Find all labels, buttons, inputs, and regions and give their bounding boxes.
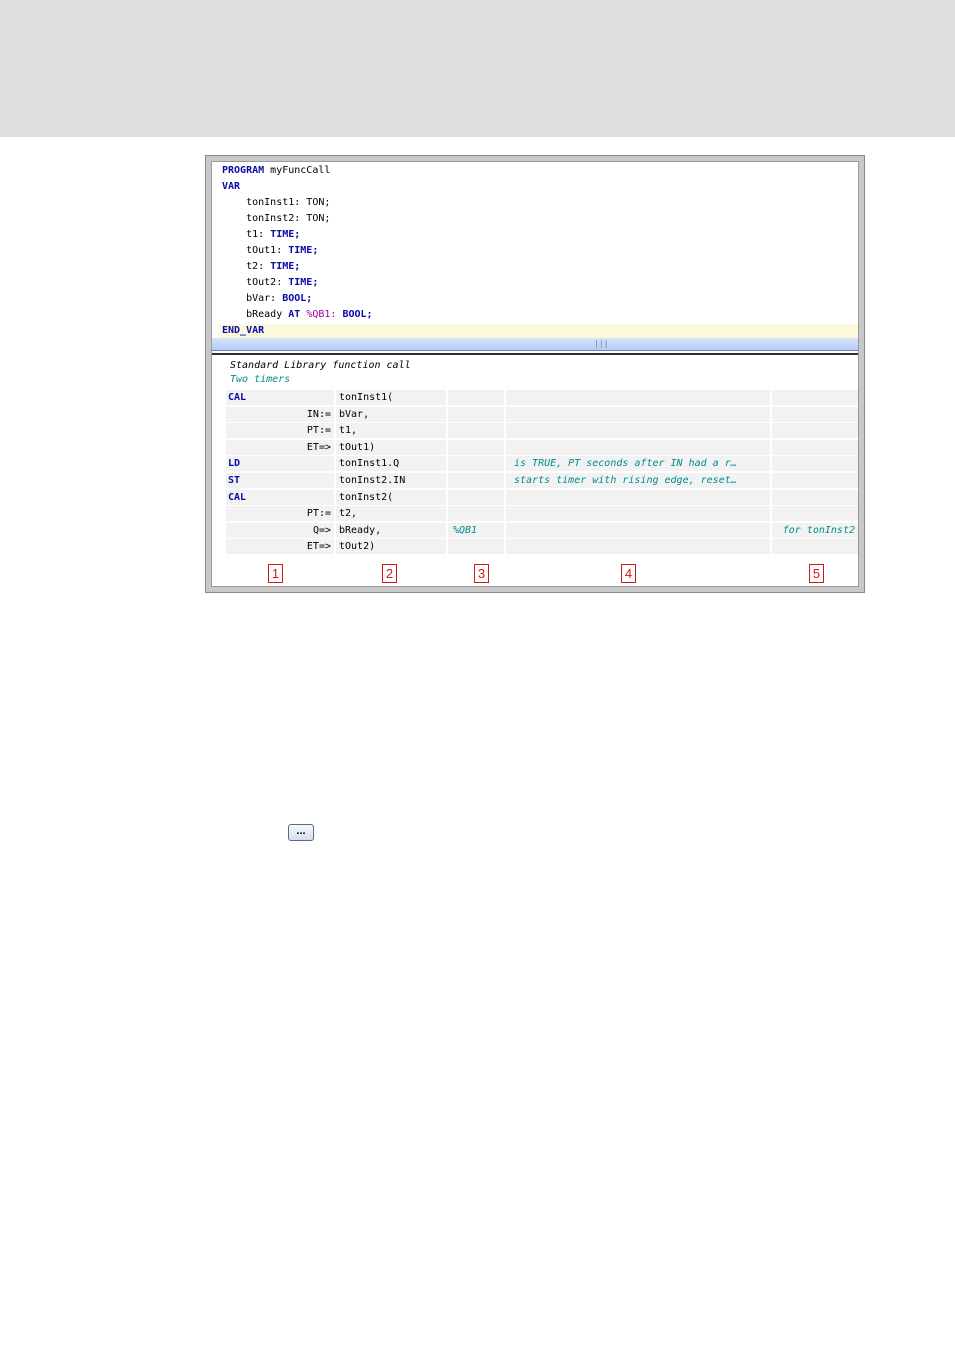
il-operand-cell[interactable]: t2, [336, 506, 446, 521]
column-marker-4: 4 [621, 564, 636, 583]
il-comment-cell[interactable] [506, 423, 770, 438]
il-line-comment-cell[interactable] [772, 440, 858, 455]
decl-line-tout1[interactable]: tOut1: TIME; [246, 245, 319, 256]
il-address-cell[interactable] [448, 456, 504, 471]
il-address-cell[interactable] [448, 390, 504, 405]
il-operator-cell[interactable]: ST [226, 473, 334, 488]
il-parameter-cell[interactable]: ET=> [226, 440, 334, 455]
decl-line-bready[interactable]: bReady AT %QB1: BOOL; [246, 309, 373, 320]
ellipsis-button[interactable]: ... [288, 824, 314, 841]
il-operand-cell[interactable]: tonInst2( [336, 490, 446, 505]
il-line-comment-cell[interactable] [772, 456, 858, 471]
il-line-comment-cell[interactable] [772, 390, 858, 405]
decl-line-bvar[interactable]: bVar: BOOL; [246, 293, 313, 304]
il-comment-cell[interactable] [506, 506, 770, 521]
il-comment-cell[interactable] [506, 539, 770, 554]
il-comment-cell[interactable] [506, 390, 770, 405]
il-address-cell[interactable] [448, 407, 504, 422]
current-line-highlight [218, 324, 858, 339]
il-parameter-cell[interactable]: Q=> [226, 523, 334, 538]
il-operand-cell[interactable]: tOut1) [336, 440, 446, 455]
il-parameter-cell[interactable]: PT:= [226, 506, 334, 521]
il-line-comment-cell[interactable] [772, 490, 858, 505]
il-comment-cell[interactable] [506, 440, 770, 455]
il-address-cell[interactable] [448, 539, 504, 554]
il-line-comment-cell[interactable]: for tonInst2 [772, 523, 858, 538]
comment-two-timers[interactable]: Two timers [230, 374, 291, 385]
page-header-band [0, 0, 955, 137]
il-operand-cell[interactable]: bReady, [336, 523, 446, 538]
il-address-cell[interactable] [448, 423, 504, 438]
il-parameter-cell[interactable]: PT:= [226, 423, 334, 438]
separator-line [212, 353, 858, 355]
decl-line-tout2[interactable]: tOut2: TIME; [246, 277, 319, 288]
il-operator-cell[interactable]: CAL [226, 390, 334, 405]
il-operator-cell[interactable]: LD [226, 456, 334, 471]
il-operand-cell[interactable]: t1, [336, 423, 446, 438]
il-operator-cell[interactable]: CAL [226, 490, 334, 505]
il-operand-cell[interactable]: tonInst1.Q [336, 456, 446, 471]
il-operand-cell[interactable]: tonInst1( [336, 390, 446, 405]
il-parameter-cell[interactable]: IN:= [226, 407, 334, 422]
column-marker-1: 1 [268, 564, 283, 583]
il-parameter-cell[interactable]: ET=> [226, 539, 334, 554]
decl-line-toninst2[interactable]: tonInst2: TON; [246, 213, 331, 224]
splitter-grip-icon: ||| [594, 339, 609, 348]
column-marker-3: 3 [474, 564, 489, 583]
decl-line-program[interactable]: PROGRAM myFuncCall [222, 165, 331, 176]
il-line-comment-cell[interactable] [772, 423, 858, 438]
editor-content [211, 161, 859, 587]
il-line-comment-cell[interactable] [772, 539, 858, 554]
comment-standard-library[interactable]: Standard Library function call [230, 360, 411, 371]
il-comment-cell[interactable]: starts timer with rising edge, reset… [506, 473, 770, 488]
il-comment-cell[interactable] [506, 523, 770, 538]
column-marker-2: 2 [382, 564, 397, 583]
il-comment-cell[interactable]: is TRUE, PT seconds after IN had a r… [506, 456, 770, 471]
decl-line-var[interactable]: VAR [222, 181, 241, 192]
editor-splitter[interactable] [212, 338, 858, 351]
il-line-comment-cell[interactable] [772, 506, 858, 521]
il-address-cell[interactable] [448, 506, 504, 521]
decl-line-t2[interactable]: t2: TIME; [246, 261, 301, 272]
declaration-editor[interactable] [212, 162, 858, 338]
il-comment-cell[interactable] [506, 407, 770, 422]
il-operand-cell[interactable]: tOut2) [336, 539, 446, 554]
il-line-comment-cell[interactable] [772, 473, 858, 488]
il-address-cell[interactable]: %QB1 [448, 523, 504, 538]
il-operand-cell[interactable]: bVar, [336, 407, 446, 422]
il-address-cell[interactable] [448, 440, 504, 455]
decl-line-end-var[interactable]: END_VAR [222, 325, 265, 336]
decl-line-toninst1[interactable]: tonInst1: TON; [246, 197, 331, 208]
il-address-cell[interactable] [448, 490, 504, 505]
il-editor-window [205, 155, 865, 593]
il-line-comment-cell[interactable] [772, 407, 858, 422]
column-marker-5: 5 [809, 564, 824, 583]
il-comment-cell[interactable] [506, 490, 770, 505]
il-address-cell[interactable] [448, 473, 504, 488]
decl-line-t1[interactable]: t1: TIME; [246, 229, 301, 240]
il-operand-cell[interactable]: tonInst2.IN [336, 473, 446, 488]
